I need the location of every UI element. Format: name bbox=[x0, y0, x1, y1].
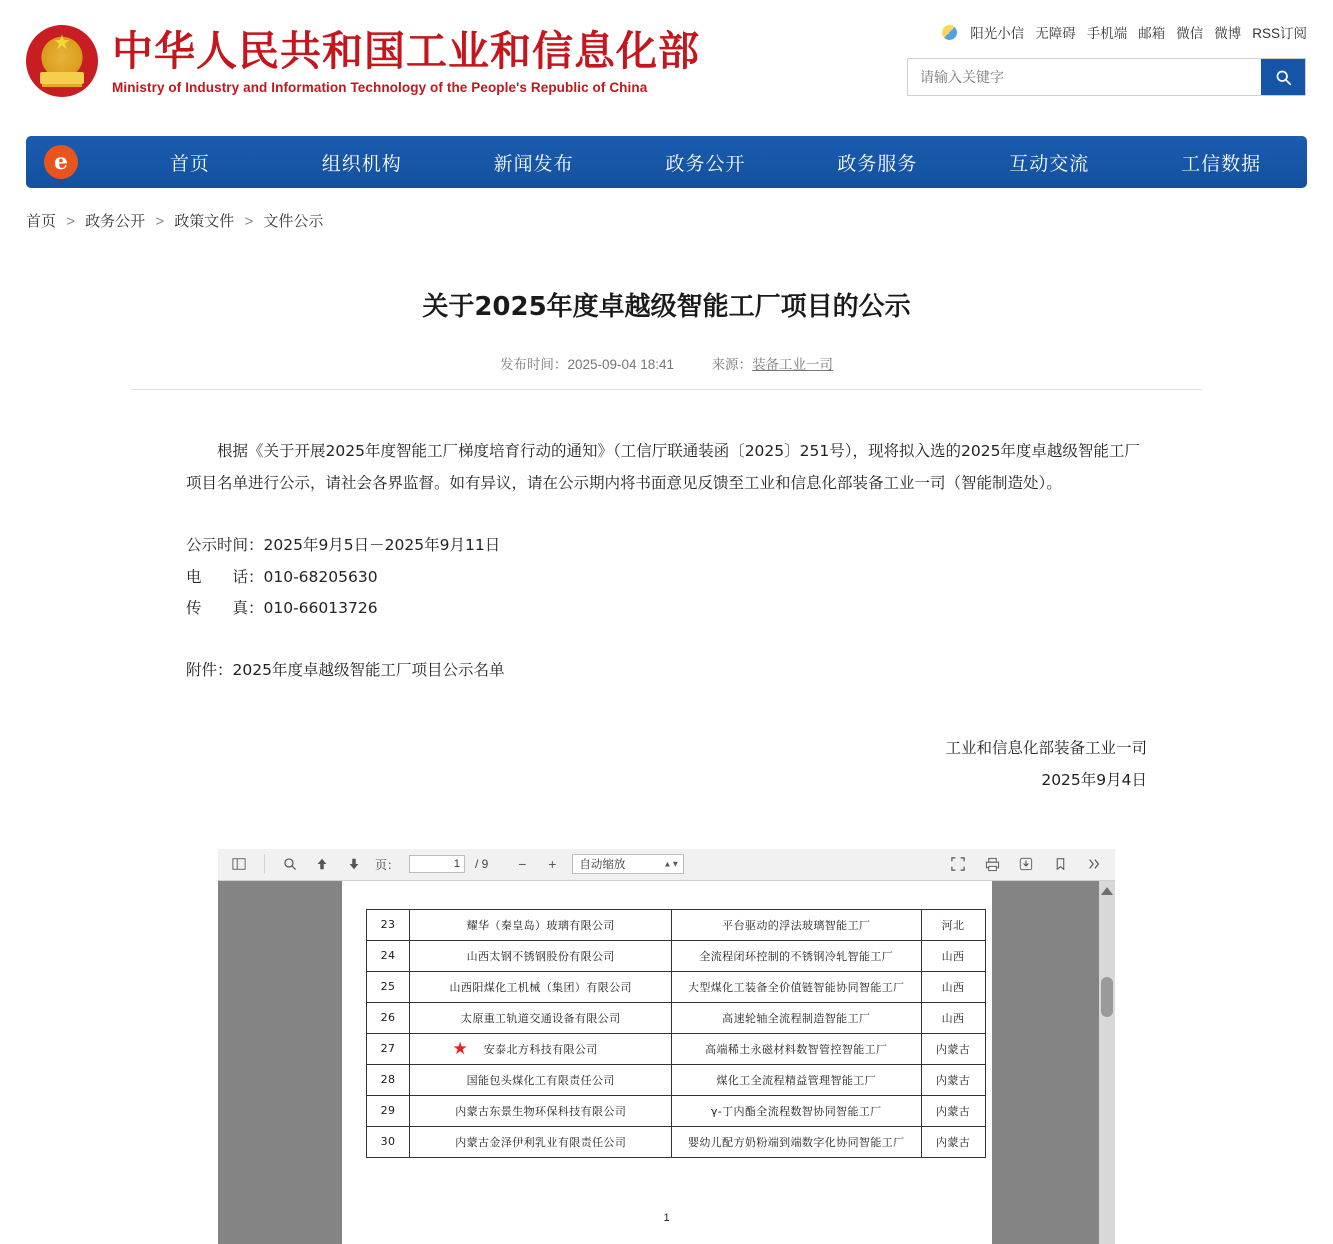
cell-company: 国能包头煤化工有限责任公司 bbox=[410, 1064, 672, 1095]
table-row bbox=[366, 1126, 985, 1157]
nav-logo-icon bbox=[44, 145, 78, 179]
pdf-page bbox=[342, 881, 992, 1244]
cell-project: 煤化工全流程精益管理智能工厂 bbox=[672, 1064, 922, 1095]
table-row bbox=[366, 909, 985, 940]
top-link-wechat[interactable]: 微信 bbox=[1176, 26, 1204, 41]
publicity-period: 公示时间：2025年9月5日－2025年9月11日 bbox=[186, 535, 501, 554]
cell-region: 内蒙古 bbox=[921, 1126, 985, 1157]
breadcrumb-item-home[interactable]: 首页 bbox=[26, 213, 57, 230]
nav-item-data[interactable]: 工信数据 bbox=[1181, 152, 1262, 175]
nav-item-interaction[interactable]: 互动交流 bbox=[1009, 152, 1090, 175]
zoom-level-select[interactable] bbox=[572, 854, 684, 874]
cell-project: 高速轮轴全流程制造智能工厂 bbox=[672, 1002, 922, 1033]
cell-company: 内蒙古东景生物环保科技有限公司 bbox=[410, 1095, 672, 1126]
attachment-line[interactable]: 附件：2025年度卓越级智能工厂项目公示名单 bbox=[186, 661, 505, 680]
pdf-page-number: 1 bbox=[663, 1211, 670, 1224]
cell-company: 内蒙古金泽伊利乳业有限责任公司 bbox=[410, 1126, 672, 1157]
signature-org: 工业和信息化部装备工业一司 bbox=[945, 739, 1147, 757]
pdf-page-area bbox=[218, 881, 1115, 1244]
zoom-out-button[interactable]: − bbox=[518, 856, 527, 873]
breadcrumb-item-doc-publicity[interactable]: 文件公示 bbox=[263, 213, 324, 230]
table-row bbox=[366, 1064, 985, 1095]
page-number-label: 页： bbox=[375, 857, 400, 872]
zoom-level-value: 自动缩放 bbox=[579, 859, 626, 872]
breadcrumb-item-government-affairs[interactable]: 政务公开 bbox=[85, 213, 146, 230]
cell-company: 太原重工轨道交通设备有限公司 bbox=[410, 1002, 672, 1033]
table-row bbox=[366, 940, 985, 971]
search-button[interactable] bbox=[1261, 59, 1305, 95]
pdf-toolbar bbox=[218, 849, 1115, 881]
search-input[interactable] bbox=[908, 59, 1261, 95]
cell-project: 婴幼儿配方奶粉端到端数字化协同智能工厂 bbox=[672, 1126, 922, 1157]
cell-project: 高端稀土永磁材料数智管控智能工厂 bbox=[672, 1033, 922, 1064]
top-link-mail[interactable]: 邮箱 bbox=[1138, 26, 1166, 41]
site-title-block bbox=[112, 27, 700, 94]
download-icon[interactable] bbox=[1015, 853, 1037, 875]
cell-company bbox=[410, 1033, 672, 1064]
nav-item-home[interactable]: 首页 bbox=[169, 152, 210, 175]
sunshine-icon bbox=[942, 25, 957, 40]
cell-region: 河北 bbox=[921, 909, 985, 940]
table-row bbox=[366, 1095, 985, 1126]
signature-date: 2025年9月4日 bbox=[1041, 770, 1147, 789]
cell-no: 26 bbox=[366, 1002, 410, 1033]
cell-no: 23 bbox=[366, 909, 410, 940]
breadcrumb bbox=[26, 210, 1307, 231]
more-tools-icon[interactable] bbox=[1083, 853, 1105, 875]
contact-phone: 电 话：010-68205630 bbox=[186, 567, 378, 586]
site-header bbox=[0, 0, 1333, 122]
cell-company-text: 安泰北方科技有限公司 bbox=[483, 1042, 598, 1056]
top-link-sunshine[interactable]: 阳光小信 bbox=[970, 26, 1025, 41]
scroll-up-icon[interactable] bbox=[1101, 887, 1113, 895]
nav-item-news[interactable]: 新闻发布 bbox=[493, 152, 574, 175]
top-link-accessibility[interactable]: 无障碍 bbox=[1035, 26, 1076, 41]
source-value: 装备工业一司 bbox=[752, 357, 834, 373]
search-icon bbox=[1275, 69, 1292, 86]
breadcrumb-separator: > bbox=[155, 213, 165, 230]
previous-page-icon[interactable] bbox=[311, 853, 333, 875]
page-number-input[interactable] bbox=[409, 855, 465, 873]
table-row bbox=[366, 1002, 985, 1033]
zoom-in-button[interactable]: + bbox=[548, 856, 557, 873]
cell-region: 内蒙古 bbox=[921, 1064, 985, 1095]
nav-item-government-affairs[interactable]: 政务公开 bbox=[665, 152, 746, 175]
article-meta bbox=[26, 353, 1307, 389]
scrollbar-thumb[interactable] bbox=[1101, 977, 1113, 1017]
publish-time-label: 发布时间： bbox=[499, 357, 568, 373]
cell-no: 30 bbox=[366, 1126, 410, 1157]
publish-time-value: 2025-09-04 18:41 bbox=[567, 357, 675, 373]
cell-project: 平台驱动的浮法玻璃智能工厂 bbox=[672, 909, 922, 940]
chevron-updown-icon: ▲▼ bbox=[663, 859, 680, 869]
article bbox=[26, 231, 1307, 797]
search-bar bbox=[907, 58, 1306, 96]
pdf-scrollbar[interactable] bbox=[1099, 881, 1115, 1244]
fullscreen-icon[interactable] bbox=[947, 853, 969, 875]
toolbar-divider bbox=[264, 854, 265, 874]
top-link-mobile[interactable]: 手机端 bbox=[1086, 26, 1128, 41]
search-icon[interactable] bbox=[279, 853, 301, 875]
pdf-viewer bbox=[218, 849, 1115, 1244]
top-link-rss[interactable]: RSS订阅 bbox=[1252, 26, 1307, 41]
article-paragraph-1: 根据《关于开展2025年度智能工厂梯度培育行动的通知》（工信厅联通装函〔2025〕251号），现将拟入选的2025年度卓越级智能工厂项目名单进行公示，请社会各界监督。如有异议，请在公示期内将书面意见反馈至工业和信息化部装备工业一司（智能制造处）。 bbox=[186, 442, 1140, 493]
cell-no: 29 bbox=[366, 1095, 410, 1126]
cell-no: 24 bbox=[366, 940, 410, 971]
cell-no: 28 bbox=[366, 1064, 410, 1095]
nav-item-organization[interactable]: 组织机构 bbox=[321, 152, 402, 175]
cell-no: 27 bbox=[366, 1033, 410, 1064]
next-page-icon[interactable] bbox=[343, 853, 365, 875]
main-nav bbox=[26, 136, 1307, 188]
table-row bbox=[366, 1033, 985, 1064]
sidebar-toggle-icon[interactable] bbox=[228, 853, 250, 875]
article-body bbox=[186, 436, 1147, 796]
cell-region: 内蒙古 bbox=[921, 1095, 985, 1126]
bookmark-icon[interactable] bbox=[1049, 853, 1071, 875]
cell-project: γ-丁内酯全流程数智协同智能工厂 bbox=[672, 1095, 922, 1126]
contact-fax: 传 真：010-66013726 bbox=[186, 599, 378, 618]
breadcrumb-item-policy-docs[interactable]: 政策文件 bbox=[174, 213, 235, 230]
cell-company: 山西阳煤化工机械（集团）有限公司 bbox=[410, 971, 672, 1002]
page-title: 关于2025年度卓越级智能工厂项目的公示 bbox=[422, 292, 911, 323]
header-right bbox=[907, 22, 1307, 96]
printer-icon[interactable] bbox=[981, 853, 1003, 875]
source-label: 来源： bbox=[711, 357, 753, 373]
meta-divider bbox=[131, 389, 1202, 390]
top-links bbox=[907, 22, 1307, 42]
highlight-star-icon: ★ bbox=[452, 1038, 469, 1059]
zoom-controls bbox=[512, 854, 684, 874]
signature-block bbox=[186, 733, 1147, 797]
cell-company: 山西太钢不锈钢股份有限公司 bbox=[410, 940, 672, 971]
site-title-en: Ministry of Industry and Information Technology of the People's Republic of China bbox=[112, 79, 648, 95]
national-emblem-icon bbox=[26, 25, 98, 97]
breadcrumb-separator: > bbox=[244, 213, 254, 230]
page-total-label: / 9 bbox=[475, 857, 489, 872]
cell-region: 山西 bbox=[921, 971, 985, 1002]
site-title-cn: 中华人民共和国工业和信息化部 bbox=[112, 27, 700, 76]
cell-project: 全流程闭环控制的不锈钢冷轧智能工厂 bbox=[672, 940, 922, 971]
table-row bbox=[366, 971, 985, 1002]
cell-region: 内蒙古 bbox=[921, 1033, 985, 1064]
breadcrumb-separator: > bbox=[66, 213, 75, 230]
cell-region: 山西 bbox=[921, 1002, 985, 1033]
toolbar-right-actions bbox=[947, 853, 1105, 875]
nav-items bbox=[104, 149, 1307, 176]
top-link-weibo[interactable]: 微博 bbox=[1214, 26, 1242, 41]
factory-list-table bbox=[366, 909, 986, 1158]
cell-region: 山西 bbox=[921, 940, 985, 971]
cell-no: 25 bbox=[366, 971, 410, 1002]
nav-item-government-services[interactable]: 政务服务 bbox=[837, 152, 918, 175]
cell-project: 大型煤化工装备全价值链智能协同智能工厂 bbox=[672, 971, 922, 1002]
cell-company: 耀华（秦皇岛）玻璃有限公司 bbox=[410, 909, 672, 940]
